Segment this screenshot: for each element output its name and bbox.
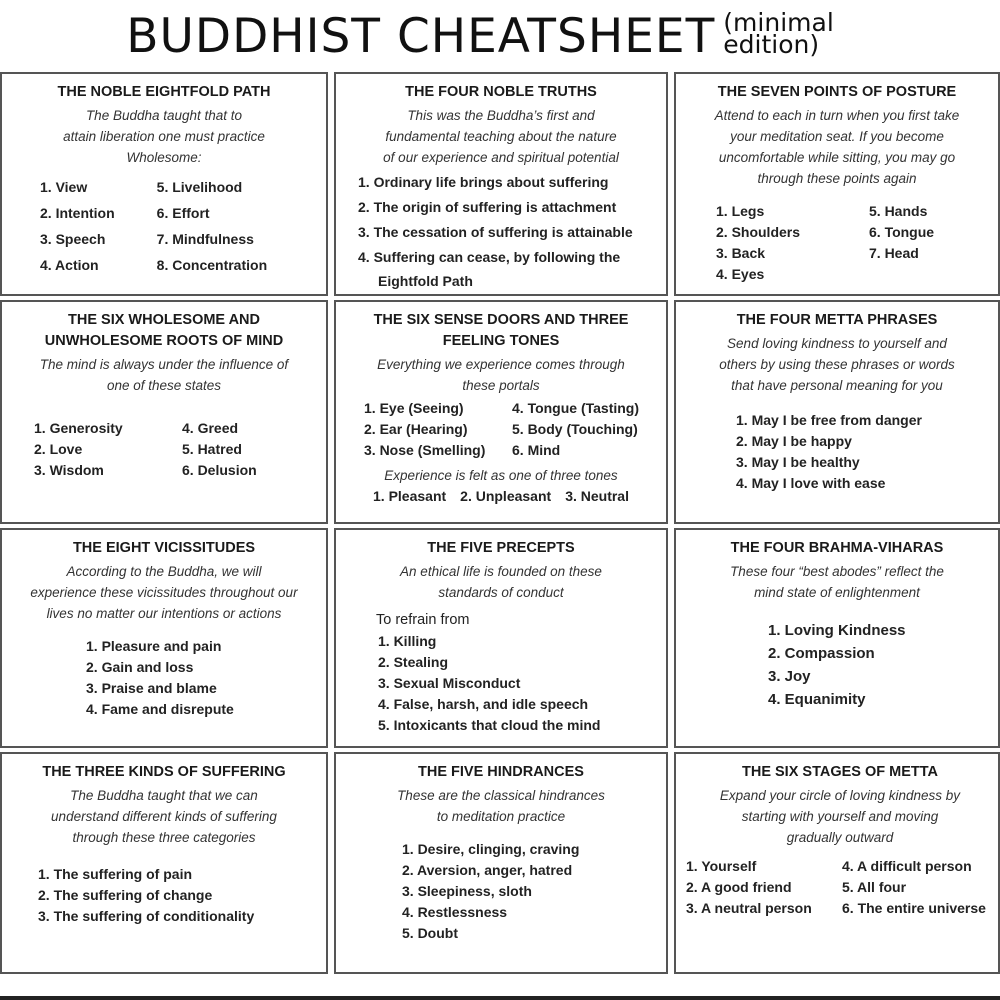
card-description: These four “best abodes” reflect the bbox=[730, 564, 944, 579]
subtitle-line-2: edition) bbox=[723, 30, 820, 59]
list-item: 1. Pleasure and pain bbox=[86, 638, 222, 654]
list-item: 3. The cessation of suffering is attainable bbox=[358, 224, 633, 240]
title-row bbox=[0, 0, 1000, 72]
card-description: Wholesome: bbox=[126, 150, 202, 165]
card-heading: THE EIGHT VICISSITUDES bbox=[72, 540, 256, 556]
card-heading: THE SIX WHOLESOME AND bbox=[68, 312, 260, 328]
list-item: 5. Hands bbox=[869, 203, 928, 219]
list-item: 2. Aversion, anger, hatred bbox=[402, 862, 573, 878]
card-heading: THE SIX SENSE DOORS AND THREE bbox=[373, 312, 629, 328]
list-item: 3. Sexual Misconduct bbox=[378, 675, 521, 691]
list-item: 2. A good friend bbox=[686, 879, 792, 895]
card-eightfold-path bbox=[0, 72, 328, 296]
card-description: The Buddha taught that we can bbox=[70, 788, 258, 803]
item-column bbox=[716, 201, 839, 285]
card-description: Experience is felt as one of three tones bbox=[384, 468, 618, 483]
list-item: 1. View bbox=[40, 179, 88, 195]
list-item: 4. Fame and disrepute bbox=[86, 701, 234, 717]
list-item: 2. Intention bbox=[40, 205, 115, 221]
list-item: 7. Head bbox=[869, 245, 919, 261]
item-column bbox=[512, 398, 660, 461]
list-item: 3. Neutral bbox=[565, 488, 629, 504]
list-item: 1. Yourself bbox=[686, 858, 757, 874]
item-column bbox=[172, 418, 320, 481]
list-item: 4. Greed bbox=[182, 420, 239, 436]
card-description: these portals bbox=[462, 378, 540, 393]
list-item: 4. Tongue (Tasting) bbox=[512, 400, 640, 416]
tone-list bbox=[342, 486, 660, 507]
list-item: 2. Shoulders bbox=[716, 224, 801, 240]
card-description: uncomfortable while sitting, you may go bbox=[718, 150, 956, 165]
card-heading: THE SEVEN POINTS OF POSTURE bbox=[717, 84, 957, 100]
list-item: 1. Ordinary life brings about suffering bbox=[358, 174, 609, 190]
list-item: 2. Stealing bbox=[378, 654, 449, 670]
item-column bbox=[839, 201, 992, 285]
list-item: 5. All four bbox=[842, 879, 907, 895]
card-heading: THE FOUR BRAHMA-VIHARAS bbox=[730, 540, 944, 556]
list-item: 4. A difficult person bbox=[842, 858, 972, 874]
list-item: 4. Equanimity bbox=[768, 691, 866, 708]
card-description: of our experience and spiritual potential bbox=[383, 150, 619, 165]
item-list bbox=[682, 856, 998, 919]
list-item: 3. Sleepiness, sloth bbox=[402, 883, 532, 899]
list-item: 1. Killing bbox=[378, 633, 437, 649]
list-item: 3. The suffering of conditionality bbox=[38, 908, 255, 924]
item-list bbox=[8, 864, 320, 927]
list-item: 3. Back bbox=[716, 245, 766, 261]
card-description: mind state of enlightenment bbox=[754, 585, 920, 600]
card-description: fundamental teaching about the nature bbox=[385, 129, 617, 144]
list-item: 4. Restlessness bbox=[402, 904, 508, 920]
card-description: understand different kinds of suffering bbox=[51, 809, 277, 824]
list-item: 1. Loving Kindness bbox=[768, 622, 906, 639]
list-item: 3. Nose (Smelling) bbox=[364, 442, 486, 458]
item-list bbox=[682, 201, 992, 285]
list-item: 1. Generosity bbox=[34, 420, 123, 436]
card-description: that have personal meaning for you bbox=[731, 378, 943, 393]
list-item: 6. Tongue bbox=[869, 224, 935, 240]
card-description: experience these vicissitudes throughout our bbox=[30, 585, 298, 600]
list-item: 1. Legs bbox=[716, 203, 765, 219]
item-column bbox=[34, 418, 172, 481]
list-item: 4. False, harsh, and idle speech bbox=[378, 696, 589, 712]
list-item: 3. A neutral person bbox=[686, 900, 812, 916]
list-item: 6. Delusion bbox=[182, 462, 257, 478]
card-description: Attend to each in turn when you first take bbox=[714, 108, 960, 123]
card-three-kinds-suffering bbox=[0, 752, 328, 974]
card-description: These are the classical hindrances bbox=[397, 788, 605, 803]
list-item: 7. Mindfulness bbox=[156, 231, 254, 247]
list-item: 1. Desire, clinging, craving bbox=[402, 841, 580, 857]
card-eight-vicissitudes bbox=[0, 528, 328, 748]
card-description: attain liberation one must practice bbox=[63, 129, 265, 144]
list-item: 4. Action bbox=[40, 257, 99, 273]
list-item: 2. The suffering of change bbox=[38, 887, 213, 903]
card-heading: THE FOUR NOBLE TRUTHS bbox=[405, 84, 597, 100]
card-description: through these points again bbox=[757, 171, 917, 186]
item-list bbox=[8, 418, 320, 481]
cheatsheet-grid bbox=[0, 72, 1000, 1000]
card-description: An ethical life is founded on these bbox=[400, 564, 602, 579]
item-list bbox=[8, 636, 320, 720]
card-description: through these three categories bbox=[72, 830, 256, 845]
card-five-precepts bbox=[334, 528, 668, 748]
item-column bbox=[842, 856, 998, 919]
list-item: 1. Eye (Seeing) bbox=[364, 400, 464, 416]
list-item: 2. The origin of suffering is attachment bbox=[358, 199, 617, 215]
item-list bbox=[342, 398, 660, 461]
list-item: 3. Praise and blame bbox=[86, 680, 217, 696]
item-column bbox=[686, 856, 842, 919]
item-column bbox=[157, 174, 320, 278]
card-heading: THE FOUR METTA PHRASES bbox=[736, 312, 938, 328]
card-heading: THE THREE KINDS OF SUFFERING bbox=[42, 764, 286, 780]
list-item: 4. Eyes bbox=[716, 266, 765, 282]
item-list bbox=[342, 170, 660, 292]
page-title: BUDDHIST CHEATSHEET bbox=[126, 8, 716, 64]
card-brahma-viharas bbox=[674, 528, 1000, 748]
item-list bbox=[682, 619, 992, 711]
list-item: 1. May I be free from danger bbox=[736, 412, 922, 428]
item-list bbox=[342, 631, 660, 736]
item-list bbox=[8, 174, 320, 278]
card-description: starting with yourself and moving bbox=[741, 809, 939, 824]
list-item: 5. Body (Touching) bbox=[512, 421, 638, 437]
card-description: The Buddha taught that to bbox=[85, 108, 243, 123]
card-description: one of these states bbox=[106, 378, 222, 393]
page-bottom-border bbox=[0, 996, 1000, 1000]
card-description: to meditation practice bbox=[436, 809, 566, 824]
card-description: Expand your circle of loving kindness by bbox=[719, 788, 961, 803]
card-description: lives no matter our intentions or actions bbox=[46, 606, 282, 621]
item-list bbox=[342, 839, 660, 944]
card-sense-doors bbox=[334, 300, 668, 524]
list-item: 2. Gain and loss bbox=[86, 659, 194, 675]
item-column bbox=[364, 398, 512, 461]
card-seven-points-posture bbox=[674, 72, 1000, 296]
card-heading: UNWHOLESOME ROOTS OF MIND bbox=[44, 333, 284, 349]
list-item: 8. Concentration bbox=[156, 257, 268, 273]
list-item: 6. Effort bbox=[156, 205, 210, 221]
list-item: 3. Speech bbox=[40, 231, 106, 247]
list-item: 2. Love bbox=[34, 441, 83, 457]
list-item: 6. The entire universe bbox=[842, 900, 986, 916]
list-item: 2. May I be happy bbox=[736, 433, 852, 449]
list-item: 1. Pleasant bbox=[373, 488, 447, 504]
card-heading: THE FIVE PRECEPTS bbox=[427, 540, 575, 556]
card-metta-phrases bbox=[674, 300, 1000, 524]
list-item: 2. Ear (Hearing) bbox=[364, 421, 468, 437]
list-item: 1. The suffering of pain bbox=[38, 866, 193, 882]
card-four-noble-truths bbox=[334, 72, 668, 296]
card-heading: THE NOBLE EIGHTFOLD PATH bbox=[57, 84, 271, 100]
card-heading: FEELING TONES bbox=[442, 333, 560, 349]
card-description: The mind is always under the influence of bbox=[39, 357, 289, 372]
precepts-intro: To refrain from bbox=[376, 612, 470, 628]
list-item: 5. Intoxicants that cloud the mind bbox=[378, 717, 601, 733]
list-item: 6. Mind bbox=[512, 442, 561, 458]
list-item: 3. Joy bbox=[768, 668, 811, 685]
card-heading: THE FIVE HINDRANCES bbox=[418, 764, 584, 780]
card-description: According to the Buddha, we will bbox=[66, 564, 262, 579]
card-description: This was the Buddha’s first and bbox=[407, 108, 595, 123]
list-item: 4. May I love with ease bbox=[736, 475, 886, 491]
card-roots-of-mind bbox=[0, 300, 328, 524]
card-description: standards of conduct bbox=[438, 585, 564, 600]
page-subtitle bbox=[723, 8, 834, 59]
list-item: 2. Unpleasant bbox=[460, 488, 552, 504]
card-description: Everything we experience comes through bbox=[377, 357, 625, 372]
list-item: 5. Livelihood bbox=[156, 179, 243, 195]
subtitle-line-1: (minimal bbox=[723, 8, 834, 37]
item-list bbox=[682, 410, 992, 494]
list-item: Eightfold Path bbox=[378, 273, 473, 289]
card-heading: THE SIX STAGES OF METTA bbox=[741, 764, 939, 780]
list-item: 3. May I be healthy bbox=[736, 454, 860, 470]
card-description: your meditation seat. If you become bbox=[730, 129, 944, 144]
item-column bbox=[40, 174, 157, 278]
card-five-hindrances bbox=[334, 752, 668, 974]
list-item: 2. Compassion bbox=[768, 645, 875, 662]
list-item: 4. Suffering can cease, by following the bbox=[358, 249, 621, 265]
list-item: 3. Wisdom bbox=[34, 462, 104, 478]
card-six-stages-metta bbox=[674, 752, 1000, 974]
card-description: Send loving kindness to yourself and bbox=[727, 336, 947, 351]
card-description: gradually outward bbox=[786, 830, 894, 845]
list-item: 5. Hatred bbox=[182, 441, 242, 457]
card-description: others by using these phrases or words bbox=[719, 357, 955, 372]
list-item: 5. Doubt bbox=[402, 925, 458, 941]
